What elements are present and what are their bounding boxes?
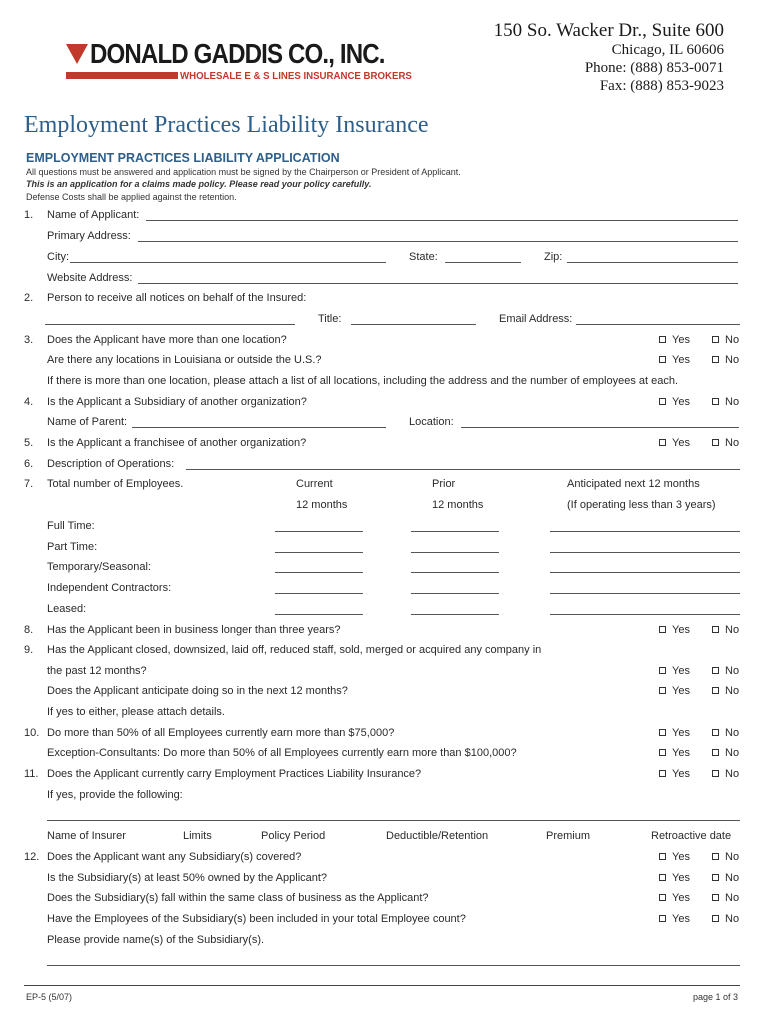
checkbox-icon: [659, 439, 666, 446]
company-phone: Phone: (888) 853-0071: [584, 60, 724, 76]
full-time-current-field[interactable]: [275, 531, 363, 532]
col-policy-period: Policy Period: [261, 830, 326, 842]
operations-field[interactable]: [186, 469, 740, 470]
q4-yes-checkbox[interactable]: Yes: [659, 396, 690, 408]
leased-anticipated-field[interactable]: [550, 614, 740, 615]
checkbox-icon: [712, 336, 719, 343]
part-time-prior-field[interactable]: [411, 552, 499, 553]
q3-sub-no-checkbox[interactable]: No: [712, 354, 739, 366]
title-label: Title:: [318, 313, 342, 325]
state-label: State:: [409, 251, 438, 263]
full-time-anticipated-field[interactable]: [550, 531, 740, 532]
checkbox-icon: [712, 915, 719, 922]
document-title: Employment Practices Liability Insurance: [24, 112, 429, 138]
q9-number: 9.: [24, 644, 34, 656]
checkbox-icon: [659, 749, 666, 756]
checkbox-icon: [712, 729, 719, 736]
checkbox-icon: [712, 749, 719, 756]
q8-number: 8.: [24, 624, 34, 636]
row-leased: Leased:: [47, 603, 87, 615]
q10-label: Do more than 50% of all Employees currently earn more than $75,000?: [47, 727, 395, 739]
col-anticipated-sub: (If operating less than 3 years): [567, 499, 716, 511]
company-tagline: WHOLESALE E & S LINES INSURANCE BROKERS: [180, 70, 412, 82]
page-number: page 1 of 3: [692, 992, 738, 1002]
parent-name-field[interactable]: [132, 427, 386, 428]
checkbox-icon: [659, 853, 666, 860]
note-defense-costs: Defense Costs shall be applied against the retention.: [26, 192, 237, 202]
part-time-current-field[interactable]: [275, 552, 363, 553]
q10-number: 10.: [24, 727, 40, 739]
q3-no-checkbox[interactable]: No: [712, 334, 739, 346]
q7-label: Total number of Employees.: [47, 478, 184, 490]
parent-label: Name of Parent:: [47, 416, 128, 428]
checkbox-icon: [659, 770, 666, 777]
leased-prior-field[interactable]: [411, 614, 499, 615]
q6-label: Description of Operations:: [47, 458, 175, 470]
contractors-prior-field[interactable]: [411, 593, 499, 594]
q3-sub-label: Are there any locations in Louisiana or outside the U.S.?: [47, 354, 322, 366]
checkbox-icon: [659, 667, 666, 674]
primary-address-label: Primary Address:: [47, 230, 131, 242]
col-premium: Premium: [546, 830, 591, 842]
checkbox-icon: [712, 356, 719, 363]
q2-label: Person to receive all notices on behalf of the Insured:: [47, 292, 307, 304]
q3-sub-yes-checkbox[interactable]: Yes: [659, 354, 690, 366]
q11-sub-label: If yes, provide the following:: [47, 789, 183, 801]
note-signature: All questions must be answered and application must be signed by the Chairperson or President of Applicant.: [26, 167, 461, 177]
col-limits: Limits: [183, 830, 212, 842]
col-name-of-insurer: Name of Insurer: [47, 830, 126, 842]
q12-sub1-yes-checkbox[interactable]: Yes: [659, 872, 690, 884]
checkbox-icon: [659, 687, 666, 694]
row-contractors: Independent Contractors:: [47, 582, 172, 594]
checkbox-icon: [712, 874, 719, 881]
q3-yes-checkbox[interactable]: Yes: [659, 334, 690, 346]
q12-sub3-label: Have the Employees of the Subsidiary(s) been included in your total Employee count?: [47, 913, 466, 925]
checkbox-icon: [659, 356, 666, 363]
checkbox-icon: [712, 853, 719, 860]
q2-number: 2.: [24, 292, 34, 304]
city-label: City:: [47, 251, 69, 263]
logo-triangle-icon: [66, 44, 88, 64]
q9-note: If yes to either, please attach details.: [47, 706, 225, 718]
zip-label: Zip:: [544, 251, 563, 263]
q12-sub2-label: Does the Subsidiary(s) fall within the same class of business as the Applicant?: [47, 892, 429, 904]
checkbox-icon: [659, 398, 666, 405]
q5-label: Is the Applicant a franchisee of another organization?: [47, 437, 307, 449]
website-label: Website Address:: [47, 272, 133, 284]
logo-bar: [66, 72, 178, 79]
q10-sub-yes-checkbox[interactable]: Yes: [659, 747, 690, 759]
q11-number: 11.: [24, 768, 39, 780]
q9-label: Has the Applicant closed, downsized, laid off, reduced staff, sold, merged or acquired any company in: [47, 644, 542, 656]
q9-label-cont: the past 12 months?: [47, 665, 147, 677]
q3-note: If there is more than one location, please attach a list of all locations, including the address and the number of employees at each.: [47, 375, 679, 387]
checkbox-icon: [712, 439, 719, 446]
col-prior-sub: 12 months: [432, 499, 484, 511]
q7-number: 7.: [24, 478, 34, 490]
part-time-anticipated-field[interactable]: [550, 552, 740, 553]
q9-sub-label: Does the Applicant anticipate doing so in the next 12 months?: [47, 685, 348, 697]
contractors-anticipated-field[interactable]: [550, 593, 740, 594]
subsidiary-names-field[interactable]: [47, 965, 740, 966]
col-retroactive-date: Retroactive date: [651, 830, 732, 842]
q8-no-checkbox[interactable]: No: [712, 624, 739, 636]
checkbox-icon: [712, 667, 719, 674]
col-deductible: Deductible/Retention: [386, 830, 489, 842]
footer-divider: [24, 985, 740, 986]
q9-sub-no-checkbox[interactable]: No: [712, 685, 739, 697]
location-field[interactable]: [461, 427, 739, 428]
location-label: Location:: [409, 416, 454, 428]
temporary-prior-field[interactable]: [411, 572, 499, 573]
row-temporary: Temporary/Seasonal:: [47, 561, 151, 573]
q12-sub2-no-checkbox[interactable]: No: [712, 892, 739, 904]
company-city: Chicago, IL 60606: [611, 42, 724, 58]
col-current: Current: [296, 478, 333, 490]
q12-sub2-yes-checkbox[interactable]: Yes: [659, 892, 690, 904]
temporary-anticipated-field[interactable]: [550, 572, 740, 573]
insurance-details-field[interactable]: [47, 820, 740, 821]
q1-label: Name of Applicant:: [47, 209, 140, 221]
contractors-current-field[interactable]: [275, 593, 363, 594]
q4-label: Is the Applicant a Subsidiary of another organization?: [47, 396, 307, 408]
title-field[interactable]: [351, 324, 476, 325]
email-field[interactable]: [576, 324, 740, 325]
q8-yes-checkbox[interactable]: Yes: [659, 624, 690, 636]
company-fax: Fax: (888) 853-9023: [599, 78, 724, 94]
q5-no-checkbox[interactable]: No: [712, 437, 739, 449]
company-address: 150 So. Wacker Dr., Suite 600: [493, 20, 724, 41]
q1-number: 1.: [24, 209, 34, 221]
checkbox-icon: [712, 687, 719, 694]
q12-no-checkbox[interactable]: No: [712, 851, 739, 863]
checkbox-icon: [712, 626, 719, 633]
q12-sub1-label: Is the Subsidiary(s) at least 50% owned by the Applicant?: [47, 872, 328, 884]
q10-sub-label: Exception-Consultants: Do more than 50% of all Employees currently earn more than $100,000?: [47, 747, 517, 759]
col-anticipated: Anticipated next 12 months: [567, 478, 700, 490]
checkbox-icon: [659, 915, 666, 922]
primary-address-field[interactable]: [138, 241, 738, 242]
applicant-name-field[interactable]: [146, 220, 738, 221]
q6-number: 6.: [24, 458, 34, 470]
q8-label: Has the Applicant been in business longer than three years?: [47, 624, 341, 636]
leased-current-field[interactable]: [275, 614, 363, 615]
state-field[interactable]: [445, 262, 521, 263]
q12-sub1-no-checkbox[interactable]: No: [712, 872, 739, 884]
full-time-prior-field[interactable]: [411, 531, 499, 532]
row-full-time: Full Time:: [47, 520, 95, 532]
checkbox-icon: [659, 336, 666, 343]
q12-sub4-label: Please provide name(s) of the Subsidiary(s).: [47, 934, 265, 946]
notice-person-field[interactable]: [45, 324, 295, 325]
col-current-sub: 12 months: [296, 499, 348, 511]
q4-number: 4.: [24, 396, 34, 408]
checkbox-icon: [712, 398, 719, 405]
q5-yes-checkbox[interactable]: Yes: [659, 437, 690, 449]
q12-sub3-no-checkbox[interactable]: No: [712, 913, 739, 925]
form-number: EP-5 (5/07): [26, 992, 73, 1002]
checkbox-icon: [712, 770, 719, 777]
checkbox-icon: [659, 729, 666, 736]
q12-label: Does the Applicant want any Subsidiary(s) covered?: [47, 851, 302, 863]
checkbox-icon: [659, 626, 666, 633]
q12-sub3-yes-checkbox[interactable]: Yes: [659, 913, 690, 925]
checkbox-icon: [712, 894, 719, 901]
email-label: Email Address:: [499, 313, 573, 325]
row-part-time: Part Time:: [47, 541, 98, 553]
company-name: DONALD GADDIS CO., INC.: [90, 38, 385, 69]
application-title: EMPLOYMENT PRACTICES LIABILITY APPLICATION: [26, 151, 340, 165]
q4-no-checkbox[interactable]: No: [712, 396, 739, 408]
q9-sub-yes-checkbox[interactable]: Yes: [659, 685, 690, 697]
note-claims-made: This is an application for a claims made policy. Please read your policy carefully.: [26, 179, 372, 189]
q3-number: 3.: [24, 334, 34, 346]
q11-no-checkbox[interactable]: No: [712, 768, 739, 780]
q9-no-checkbox[interactable]: No: [712, 665, 739, 677]
q5-number: 5.: [24, 437, 34, 449]
q10-no-checkbox[interactable]: No: [712, 727, 739, 739]
checkbox-icon: [659, 874, 666, 881]
q3-label: Does the Applicant have more than one location?: [47, 334, 287, 346]
temporary-current-field[interactable]: [275, 572, 363, 573]
q10-sub-no-checkbox[interactable]: No: [712, 747, 739, 759]
q11-yes-checkbox[interactable]: Yes: [659, 768, 690, 780]
checkbox-icon: [659, 894, 666, 901]
q10-yes-checkbox[interactable]: Yes: [659, 727, 690, 739]
website-field[interactable]: [138, 283, 738, 284]
col-prior: Prior: [432, 478, 456, 490]
q9-yes-checkbox[interactable]: Yes: [659, 665, 690, 677]
q11-label: Does the Applicant currently carry Employment Practices Liability Insurance?: [47, 768, 422, 780]
city-field[interactable]: [70, 262, 386, 263]
q12-yes-checkbox[interactable]: Yes: [659, 851, 690, 863]
q12-number: 12.: [24, 851, 40, 863]
zip-field[interactable]: [567, 262, 738, 263]
